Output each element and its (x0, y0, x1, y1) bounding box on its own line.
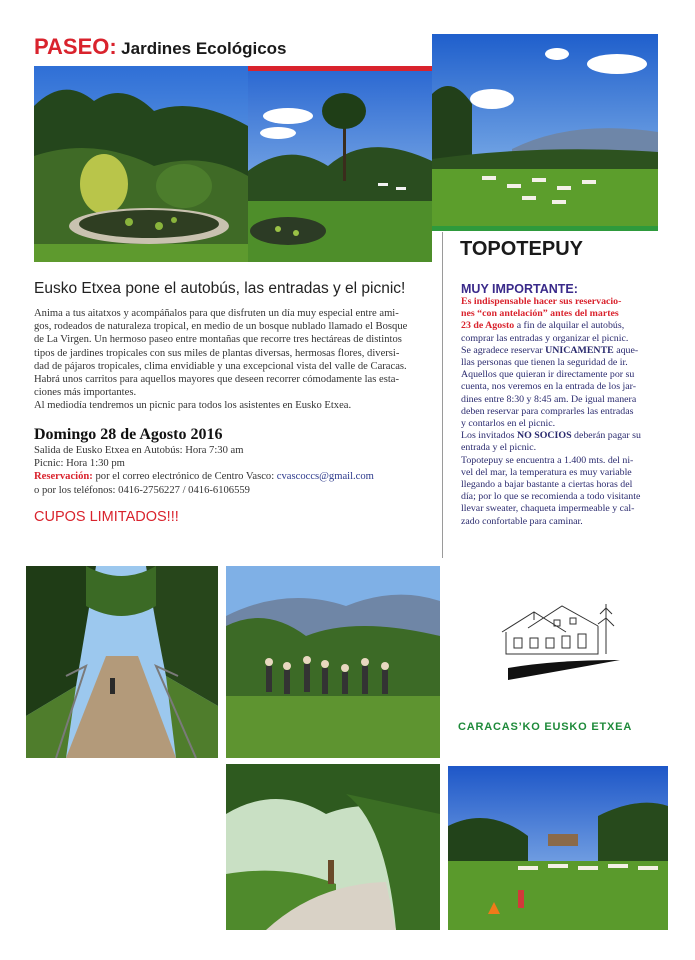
column-divider (442, 232, 443, 558)
important-line: Topotepuy se encuentra a 1.400 mts. del ni- (461, 454, 634, 466)
logo-name: CARACAS’KO EUSKO ETXEA (458, 721, 633, 733)
important-line: entrada y el picnic. (461, 442, 537, 454)
eusko-etxea-logo-icon (494, 584, 624, 692)
important-line: deberán pagar su (571, 430, 641, 442)
important-line: Se agradece reservar (461, 344, 546, 356)
unicamente-emphasis: UNICAMENTE (545, 344, 614, 356)
important-highlight-line: nes “con antelación” antes del martes (461, 308, 619, 320)
important-line: a fin de alquilar el autobús, (514, 320, 625, 332)
page-title (34, 34, 287, 60)
event-details (34, 444, 444, 497)
no-socios-emphasis: NO SOCIOS (516, 430, 572, 442)
departure-time: Salida de Eusko Etxea en Autobús: Hora 7:30 am (34, 445, 244, 456)
intro-line: Habrá unos carritos para aquellos mayores que deseen recorrer cómodamente las esta- (34, 374, 400, 386)
important-line: llas personas que tienen la seguridad de ir. (461, 357, 628, 369)
important-body (461, 296, 661, 528)
intro-paragraph (34, 307, 436, 413)
intro-line: de La Virgen. Un hermoso paseo entre montañas que recorre tres hectáreas de distintos (34, 334, 402, 346)
garden-pond-photo (34, 66, 248, 262)
intro-line: gos, rodeados de naturaleza tropical, en medio de un bosque nublado llamado el Bosque (34, 321, 408, 333)
green-stripe (432, 226, 658, 231)
deadline-date: 23 de Agosto (461, 320, 515, 332)
picnic-on-lawn-photo (448, 766, 668, 930)
important-line: llevar sweater, chaqueta impermeable y cal- (461, 503, 635, 515)
important-highlight-line: Es indispensable hacer sus reservacio- (461, 296, 622, 307)
limited-spots-notice: CUPOS LIMITADOS!!! (34, 509, 179, 525)
phone-numbers: o por los teléfonos: 0416-2756227 / 0416-6106559 (34, 484, 250, 496)
title-text: Jardines Ecológicos (121, 39, 287, 58)
important-line: deben reservar para comprarles las entradas (461, 405, 634, 417)
important-line: vel del mar, la temperatura es muy variable (461, 466, 632, 478)
important-line: aque- (613, 344, 639, 356)
important-line: zado confortable para caminar. (461, 515, 583, 527)
picnic-time: Picnic: Hora 1:30 pm (34, 458, 125, 470)
email-link[interactable]: cvascoccs@gmail.com (276, 471, 374, 483)
important-line: Aquellos que quieran ir directamente por su (461, 369, 635, 381)
important-line: dines entre 8:30 y 8:45 am. De igual manera (461, 393, 637, 405)
lawn-and-pond-photo (248, 71, 432, 262)
intro-line: ciones más importantes. (34, 387, 137, 399)
important-heading: MUY IMPORTANTE: (461, 282, 578, 296)
reservation-label: Reservación: (34, 471, 93, 483)
important-line: llegando a bajar bastante a ciertas horas del (461, 479, 633, 491)
intro-line: dad de pájaros tropicales, clima envidiable y una excepcional vista del valle de Caracas. (34, 360, 407, 372)
reservation-line (34, 470, 444, 483)
important-line: Los invitados (461, 430, 517, 442)
shaded-walkway-photo (26, 566, 218, 758)
important-line: y contarlos en el picnic. (461, 418, 556, 430)
intro-line: tipos de jardines tropicales con sus miles de plantas diversas, hermosas flores, diversi- (34, 347, 400, 359)
intro-line: Al mediodía tendremos un picnic para todos los asistentes en Eusko Etxea. (34, 400, 352, 412)
lawn-with-umbrellas-and-mountains-photo (432, 34, 658, 226)
palm-arch-path-photo (226, 764, 440, 930)
important-line: día; por lo que se recomienda a todo visitante (461, 491, 641, 503)
intro-line: Anima a tus aitatxos y acompáñalos para que disfruten un día muy especial entre ami- (34, 308, 399, 319)
important-line: cuenta, nos veremos en la entrada de los jar- (461, 381, 637, 393)
reservation-text: por el correo electrónico de Centro Vasco: (92, 471, 277, 483)
important-line: comprar las entradas y organizar el picnic. (461, 332, 629, 344)
group-tour-in-garden-photo (226, 566, 440, 758)
headline: Eusko Etxea pone el autobús, las entradas y el picnic! (34, 280, 406, 297)
topotepuy-title: TOPOTEPUY (460, 238, 583, 260)
event-date: Domingo 28 de Agosto 2016 (34, 426, 223, 443)
title-keyword: PASEO: (34, 34, 117, 59)
